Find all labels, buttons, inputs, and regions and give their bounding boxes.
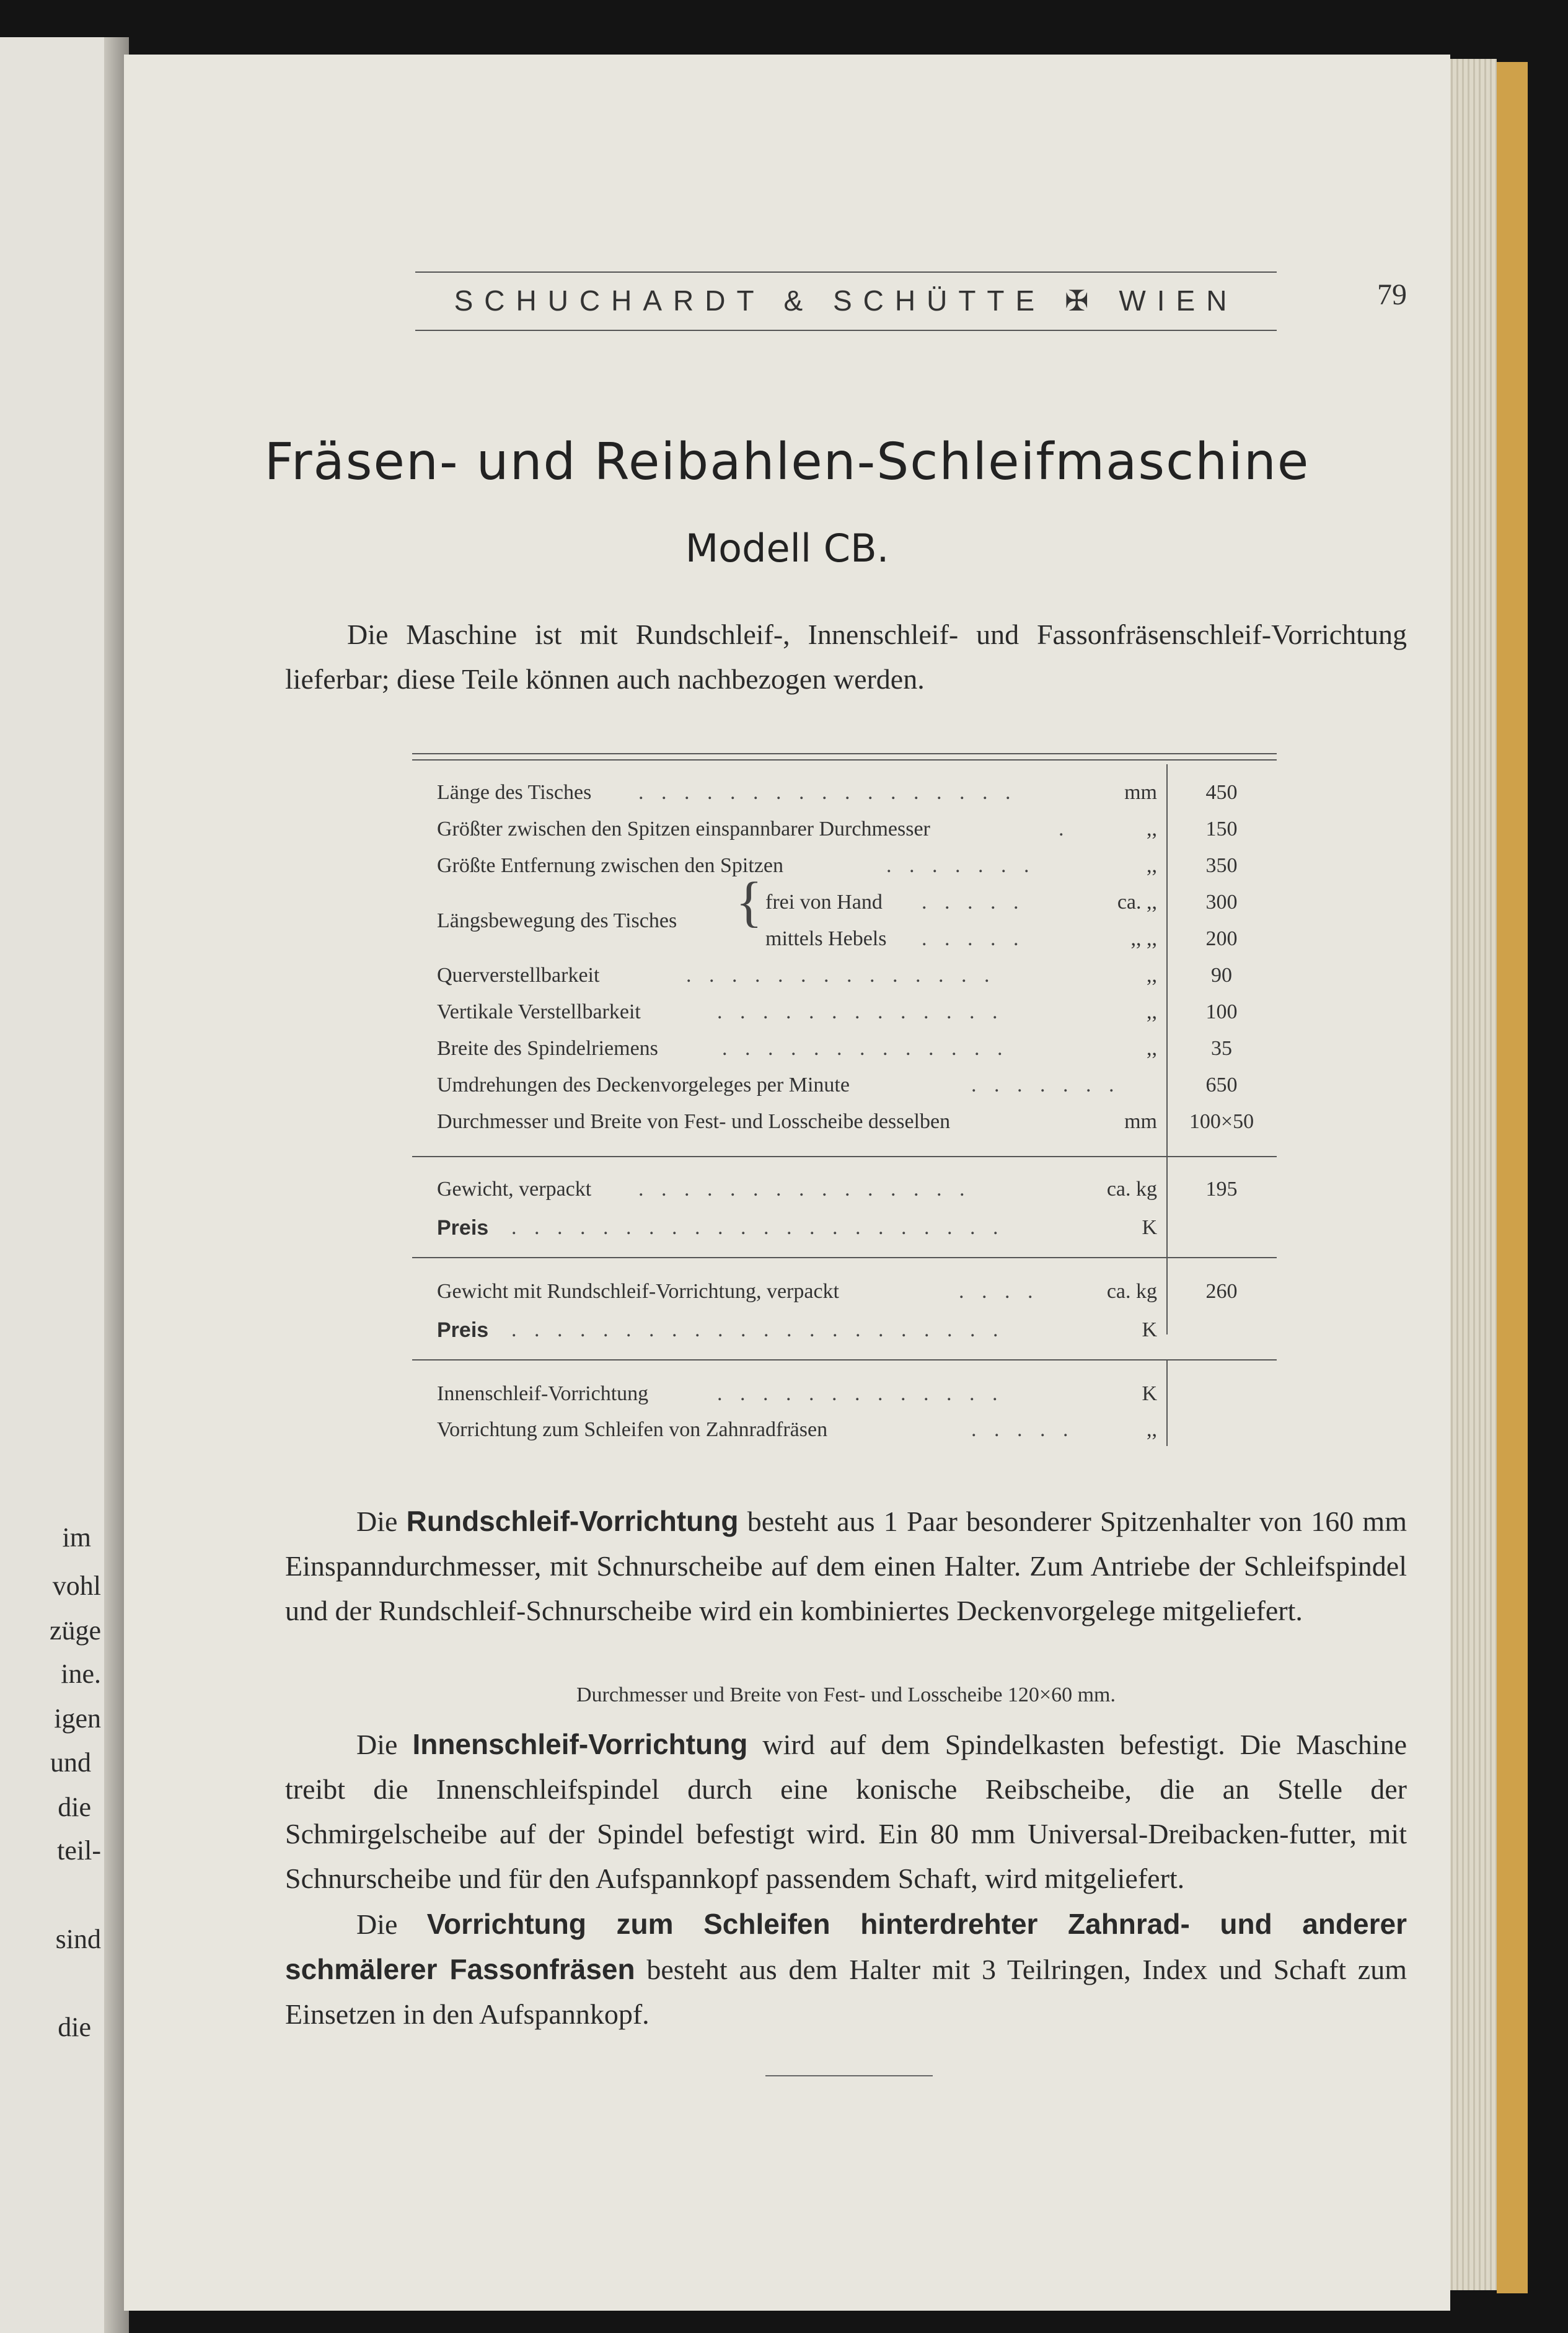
table-row-travel: Längsbewegung des Tisches { frei von Hand . . . . . ca. ,, 300 mittels Hebels . . . . . ,, ,, 200 xyxy=(437,871,1238,950)
table-row: Größter zwischen den Spitzen einspannbarer Durchmesser . ,, 150 xyxy=(437,818,1238,840)
fragment: die xyxy=(58,2012,91,2042)
brace: { xyxy=(736,871,763,933)
running-header xyxy=(415,271,1277,331)
page-number: 79 xyxy=(1377,278,1407,311)
paragraph-fassonfraesen: Die Vorrichtung zum Schleifen hinterdrehter Zahnrad- und anderer schmälerer Fassonfräsen besteht aus dem Halter mit 3 Teilringen, Index und Schaft zum Einsetzen in den Aufspannkopf. xyxy=(285,1908,1407,2030)
table-row: Gewicht mit Rundschleif-Vorrichtung, verpackt . . . . ca. kg 260 xyxy=(437,1280,1238,1303)
table-row: Vertikale Verstellbarkeit . . . . . . . . . . . . . ,, 100 xyxy=(437,1000,1238,1023)
table-row: Gewicht, verpackt . . . . . . . . . . . . . . . ca. kg 195 xyxy=(437,1178,1238,1201)
table-top-rule xyxy=(412,753,1277,754)
table-row: Länge des Tisches . . . . . . . . . . . . . . . . . mm 450 xyxy=(437,781,1238,804)
paragraph-rundschleif: Die Rundschleif-Vorrichtung besteht aus 1 Paar besonderer Spitzenhalter von 160 mm Einspanndurchmesser, mit Schnurscheibe auf dem einen Halter. Zum Antriebe der Schleifspindel und der Rundschleif-Schnurscheibe wird ein kombiniertes Deckenvorgelege mitgeliefert. xyxy=(285,1505,1407,1626)
section-rule xyxy=(412,1257,1277,1258)
fragment: züge xyxy=(49,1615,101,1646)
fragment: teil- xyxy=(57,1835,101,1866)
note-disc-size: Durchmesser und Breite von Fest- und Losscheibe 120×60 mm. xyxy=(576,1683,1116,1706)
running-title: SCHUCHARDT & SCHÜTTE ✠ WIEN xyxy=(454,284,1238,317)
book-cover xyxy=(1497,62,1528,2293)
fragment: im xyxy=(62,1522,91,1553)
table-row: Innenschleif-Vorrichtung . . . . . . . . . . . . . K xyxy=(437,1382,1157,1405)
page-subtitle: Modell CB. xyxy=(685,526,889,571)
table-row: Vorrichtung zum Schleifen von Zahnradfräsen . . . . . ,, xyxy=(437,1418,1157,1441)
facing-page xyxy=(0,37,108,2333)
section-rule xyxy=(412,1156,1277,1157)
intro-paragraph xyxy=(285,612,1407,702)
fragment: die xyxy=(58,1792,91,1822)
table-row: Preis . . . . . . . . . . . . . . . . . . . . . . K xyxy=(437,1318,1157,1342)
table-row: Preis . . . . . . . . . . . . . . . . . . . . . . K xyxy=(437,1216,1157,1240)
term-innenschleif: Innenschleif-Vorrichtung xyxy=(412,1728,748,1760)
term-rundschleif: Rundschleif-Vorrichtung xyxy=(406,1505,739,1537)
table-row: Größte Entfernung zwischen den Spitzen . . . . . . . ,, 350 xyxy=(437,854,1238,877)
page-title: Fräsen- und Reibahlen-Schleifmaschine xyxy=(264,433,1310,492)
intro-text: Die Maschine ist mit Rundschleif-, Innenschleif- und Fassonfräsenschleif-Vorrichtung lieferbar; diese Teile können auch nachbezogen werden. xyxy=(285,619,1407,695)
end-rule xyxy=(765,2075,933,2076)
term-vorrichtung: Vorrichtung zum Schleifen hinterdrehter Zahnrad- und anderer schmälerer Fassonfräsen xyxy=(285,1908,1407,1985)
fragment: sind xyxy=(55,1924,101,1954)
table-row: Durchmesser und Breite von Fest- und Losscheibe desselben mm 100×50 xyxy=(437,1110,1254,1133)
fragment: ine. xyxy=(61,1659,101,1689)
table-row: Umdrehungen des Deckenvorgeleges per Minute . . . . . . . 650 xyxy=(437,1074,1238,1096)
table-row: Breite des Spindelriemens . . . . . . . . . . . . . ,, 35 xyxy=(437,1037,1232,1060)
page-edges xyxy=(1447,59,1497,2290)
paragraph-innenschleif: Die Innenschleif-Vorrichtung wird auf dem Spindelkasten befestigt. Die Maschine treibt die Innenschleifspindel durch eine konische Reibscheibe, die an Stelle der Schmirgelscheibe auf der Spindel befestigt wird. Ein 80 mm Universal-Dreibacken-futter, mit Schnurscheibe und für den Aufspannkopf passendem Schaft, wird mitgeliefert. xyxy=(285,1728,1407,1894)
fragment: vohl xyxy=(52,1571,101,1601)
table-row: Querverstellbarkeit . . . . . . . . . . . . . . ,, 90 xyxy=(437,964,1232,987)
fragment: und xyxy=(50,1747,91,1778)
section-rule xyxy=(412,1359,1277,1361)
table-top-rule xyxy=(412,759,1277,761)
facing-page-text xyxy=(0,37,108,2333)
page xyxy=(124,55,1450,2311)
fragment: igen xyxy=(54,1703,101,1734)
